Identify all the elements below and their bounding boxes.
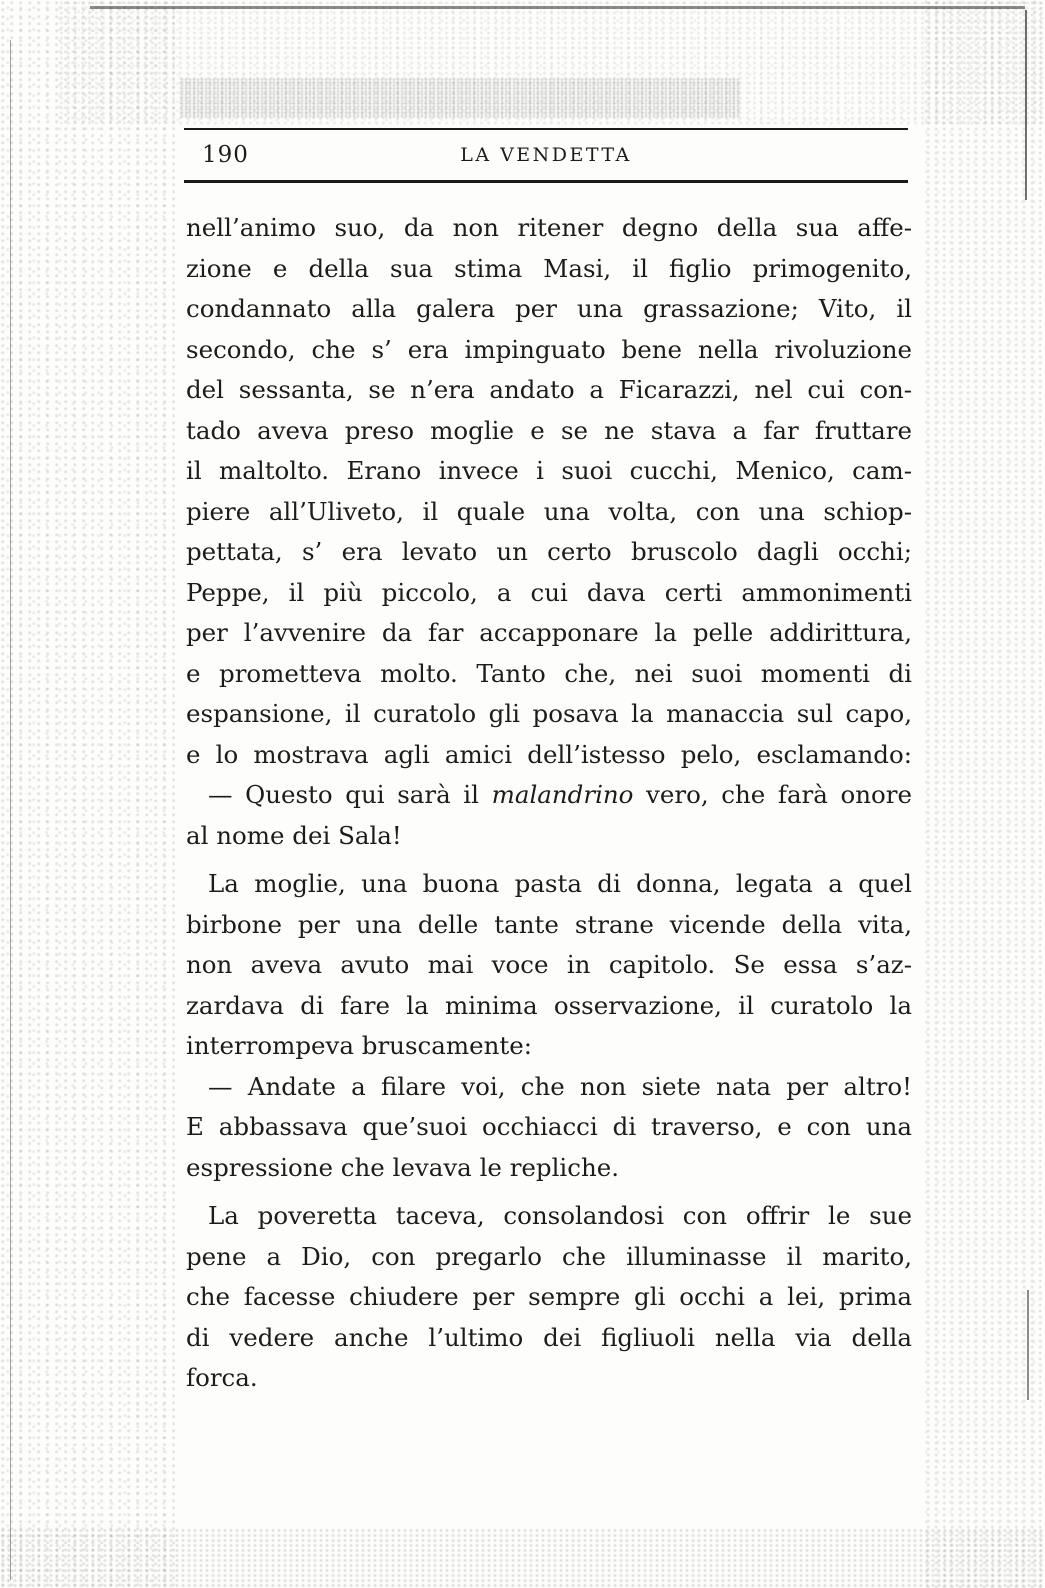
text-line: nell’animo suo, da non ritener degno della sua affe- xyxy=(186,213,912,242)
text-line: E abbassava que’suoi occhiacci di traverso, e con una xyxy=(186,1112,912,1141)
text-line: espressione che levava le repliche. xyxy=(186,1152,620,1182)
body-text xyxy=(186,208,912,1399)
page-header xyxy=(184,128,908,184)
text-line: pettata, s’ era levato un certo bruscolo dagli occhi; xyxy=(186,537,912,566)
running-title: LA VENDETTA xyxy=(460,144,632,166)
scan-edge-top xyxy=(90,6,1025,9)
text-line: La moglie, una buona pasta di donna, legata a quel xyxy=(208,869,912,898)
text-line: pene a Dio, con pregarlo che illuminasse il marito, xyxy=(186,1241,912,1271)
text-line: Peppe, il più piccolo, a cui dava certi ammonimenti xyxy=(186,577,912,607)
header-rule-top xyxy=(184,128,908,130)
text-line: il maltolto. Erano invece i suoi cucchi, Menico, cam- xyxy=(186,456,912,485)
text-line: del sessanta, se n’era andato a Ficarazzi, nel cui con- xyxy=(186,375,912,404)
text-line: zardava di fare la minima osservazione, il curatolo la xyxy=(186,990,912,1020)
dialogue-text: — Questo qui sarà il xyxy=(208,780,492,809)
scan-noise-left xyxy=(0,0,175,1588)
scan-noise-band xyxy=(180,78,740,118)
text-line: per l’avvenire da far accapponare la pelle addirittura, xyxy=(186,618,912,647)
scan-edge-right xyxy=(1025,10,1027,200)
text-line: birbone per una delle tante strane vicende della vita, xyxy=(186,909,912,939)
text-line: non aveva avuto mai voce in capitolo. Se essa s’az- xyxy=(186,950,912,979)
text-line: zione e della sua stima Masi, il figlio primogenito, xyxy=(186,253,912,283)
text-line: e lo mostrava agli amici dell’istesso pelo, esclamando: xyxy=(186,739,912,769)
text-line: espansione, il curatolo gli posava la manaccia sul capo, xyxy=(186,699,912,728)
dialogue-line: — Andate a filare voi, che non siete nata per altro! xyxy=(208,1071,912,1101)
text-line: di vedere anche l’ultimo dei figliuoli nella via della xyxy=(186,1322,912,1352)
scan-noise-bottom xyxy=(0,1528,1045,1588)
text-line: La poveretta taceva, consolandosi con offrir le sue xyxy=(208,1201,912,1230)
dialogue-text: vero, che farà onore xyxy=(633,780,912,809)
scan-edge-right-lower xyxy=(1027,1290,1029,1400)
text-line: tado aveva preso moglie e se ne stava a far fruttare xyxy=(186,415,912,445)
text-line: al nome dei Sala! xyxy=(186,820,402,850)
text-line: che facesse chiudere per sempre gli occhi a lei, prima xyxy=(186,1282,912,1311)
text-line: e prometteva molto. Tanto che, nei suoi momenti di xyxy=(186,658,912,688)
text-line: forca. xyxy=(186,1363,258,1392)
text-line: condannato alla galera per una grassazione; Vito, il xyxy=(186,294,912,323)
text-line: interrompeva bruscamente: xyxy=(186,1031,532,1060)
italic-word: malandrino xyxy=(491,780,634,809)
text-line: piere all’Uliveto, il quale una volta, con una schiop- xyxy=(186,496,912,526)
header-rule-bottom xyxy=(184,180,908,183)
dialogue-line xyxy=(186,775,912,816)
scan-edge-left xyxy=(10,40,11,1580)
text-line: secondo, che s’ era impinguato bene nella rivoluzione xyxy=(186,334,912,364)
page-number: 190 xyxy=(202,142,249,168)
